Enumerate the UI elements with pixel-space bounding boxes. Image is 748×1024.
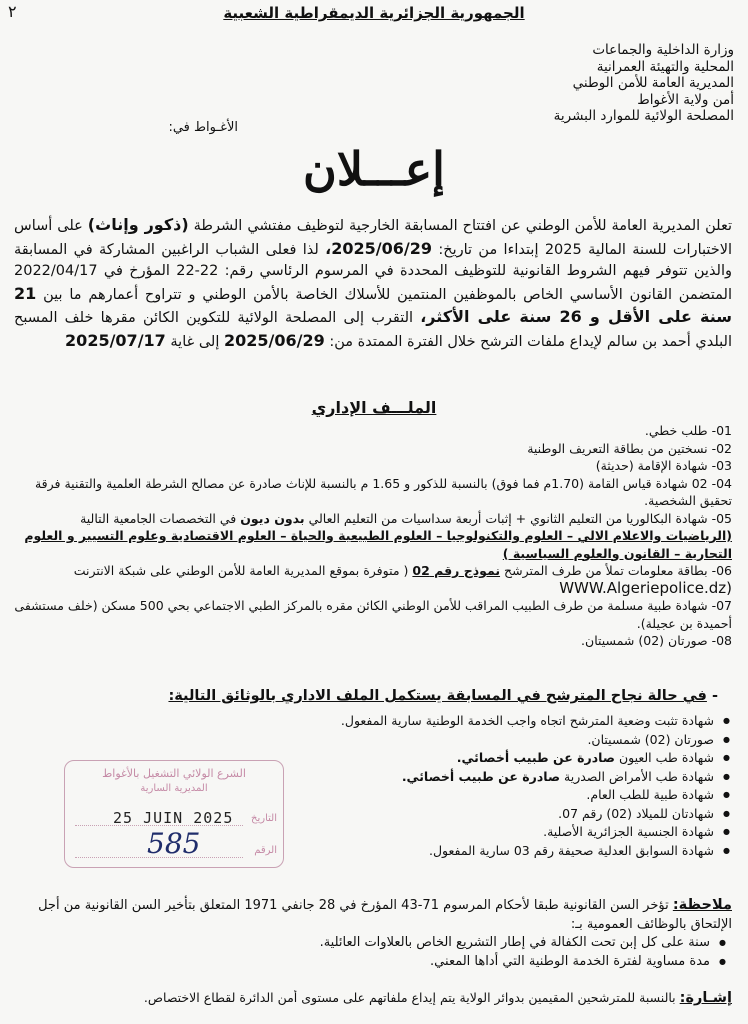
- list-item: ● شهادة طب العيون صادرة عن طبيب أخصائي.: [320, 749, 730, 768]
- issuing-authority: [494, 42, 734, 125]
- intro-paragraph: تعلن المديرية العامة للأمن الوطني عن افتتاح المسابقة الخارجية لتوظيف مفتشي الشرطة (ذكور وإناث) على أساس الاختبارات للسنة المالية 2025 إبتداءا من تاريخ: 2025/06/29، لذا فعلى الشباب الراغبين المشاركة في المسابقة والذين تتوفر فيهم الشروط القانونية للتوظيف المحددة في المرسوم الرئاسي رقم: 22-22 المؤرخ في 2022/04/17 المتضمن القانون الأساسي الخاص بالموظفين المنتمين للأسلاك الخاصة بالأمن الوطني و تتراوح أعمارهم ما بين 21 سنة على الأقل و 26 سنة على الأكثر، التقرب إلى المصلحة الولائية للتكوين الكائن مقرها خلف المسبح البلدي أحمد بن سالم لإيداع ملفات الترشح خلال الفترة الممتدة من: 2025/06/29 إلى غاية 2025/07/17: [14, 215, 733, 350]
- sign-label: إشـارة:: [679, 990, 732, 1006]
- required-documents-list: [14, 422, 732, 650]
- page-number: ٢: [8, 2, 17, 21]
- list-item: ● شهادتان للميلاد (02) رقم 07.: [320, 805, 730, 824]
- list-item: 04- 02 شهادة قياس القامة (1.70م فما فوق) بالنسبة للذكور و 1.65 م بالنسبة للإناث صادرة عن مصالح الشرطة العلمية والتقنية فرقة تحقيق الشخصية.: [34, 475, 732, 508]
- period-to: 2025/07/17: [65, 330, 166, 350]
- authority-line: المديرية العامة للأمن الوطني: [572, 75, 734, 91]
- note-label: ملاحظة:: [672, 897, 732, 913]
- specialties: (الرياضيات والاعلام الالي – العلوم والتكنولوجيا – العلوم الطبيعية والحياة – العلوم الاقتصادية وعلوم التسيير و العلوم التجارية – القانون والعلوم السياسية ): [24, 528, 732, 561]
- no-debt-note: بدون ديون: [240, 510, 305, 526]
- age-range: 21 سنة على الأقل و 26 سنة على الأكثر،: [14, 283, 733, 326]
- authority-line: وزارة الداخلية والجماعات: [592, 42, 734, 58]
- list-item: ● سنة على كل إبن تحت الكفالة في إطار التشريع الخاص بالعلاوات العائلية.: [14, 934, 726, 953]
- list-item: ● شهادة الجنسية الجزائرية الأصلية.: [320, 823, 730, 842]
- list-item: ● مدة مساوية لفترة الخدمة الوطنية التي أداها المعني.: [14, 953, 726, 972]
- list-item: 01- طلب خطي.: [644, 423, 732, 438]
- stamp-date-label: التاريخ: [251, 813, 277, 824]
- list-item: 07- شهادة طبية مسلمة من طرف الطبيب المراقب للأمن الوطني الكائن مقره بالمركز الطبي الاجتماعي بحي 500 مسكن (خلف مستشفى أحميدة بن عجيلة).: [14, 598, 732, 631]
- authority-line: المحلية والتهيئة العمرانية: [596, 58, 734, 75]
- stamp-date: 25 JUIN 2025: [113, 809, 234, 827]
- list-item: ● شهادة السوابق العدلية صحيفة رقم 03 سارية المفعول.: [320, 842, 730, 861]
- list-item: 05- شهادة البكالوريا من التعليم الثانوي + إثبات أربعة سداسيات من التعليم العالي بدون ديون في التخصصات الجامعية التالية (الرياضيات والاعلام الالي – العلوم والتكنولوجيا – العلوم الطبيعية والحياة – العلوم الاقتصادية وعلوم التسيير و العلوم التجارية – القانون والعلوم السياسية ): [24, 510, 732, 561]
- stamp-number-label: الرقم: [254, 845, 277, 856]
- period-from: 2025/06/29: [223, 330, 325, 350]
- document-title: إعـــلان: [303, 142, 445, 196]
- note-text: تؤخر السن القانونية طبقا لأحكام المرسوم 71-43 المؤرخ في 28 جانفي 1971 المتعلق بتأخير السن القانونية من أجل الإلتحاق بالوظائف العمومية بـ:: [38, 898, 732, 932]
- list-item: ● شهادة طب الأمراض الصدرية صادرة عن طبيب أخصائي.: [320, 768, 730, 787]
- start-date: 2025/06/29،: [325, 238, 432, 258]
- list-item: 03- شهادة الإقامة (حديثة): [595, 458, 732, 473]
- authority-line: أمن ولاية الأغواط: [637, 91, 734, 108]
- note-section: [14, 896, 732, 971]
- file-section-title: الملـــف الإداري: [311, 398, 437, 417]
- authority-line: المصلحة الولائية للموارد البشرية: [553, 108, 734, 124]
- list-item: 06- بطاقة معلومات تملأ من طرف المترشح نموذج رقم 02 ( متوفرة بموقع المديرية العامة للأمن الوطني على شبكة الانترنت WWW.Algeriepolice.dz): [73, 563, 732, 597]
- stamp-number: 585: [147, 827, 201, 860]
- website-link[interactable]: WWW.Algeriepolice.dz): [559, 578, 732, 597]
- sign-text: بالنسبة للمترشحين المقيمين بدوائر الولاية يتم إيداع ملفاتهم على مستوى أمن الدائرة لقطاع الاختصاص.: [143, 990, 676, 1005]
- republic-heading: الجمهورية الجزائرية الديمقراطية الشعبية: [223, 4, 525, 22]
- stamp-sub: المديرية السارية: [140, 783, 208, 794]
- gender-note: (ذكور وإناث): [87, 215, 189, 234]
- list-item: ● صورتان (02) شمسيتان.: [320, 731, 730, 750]
- success-section-title: - في حالة نجاح المترشح في المسابقة يستكمل الملف الاداري بالوثائق التالية:: [168, 688, 718, 704]
- form-model: نموذج رقم 02: [412, 563, 501, 578]
- reception-stamp: [64, 760, 284, 868]
- list-item: 02- نسختين من بطاقة التعريف الوطنية: [527, 440, 732, 456]
- success-documents-list: [320, 712, 730, 860]
- place-date: الأغـواط في:: [168, 120, 238, 135]
- list-item: ● شهادة تثبت وضعية المترشح اتجاه واجب الخدمة الوطنية سارية المفعول.: [320, 712, 730, 731]
- list-item: ● شهادة طبية للطب العام.: [320, 786, 730, 805]
- sign-section: [14, 990, 732, 1006]
- stamp-org: الشرع الولائي التشغيل بالأغواط: [102, 767, 246, 780]
- list-item: 08- صورتان (02) شمسيتان.: [581, 633, 732, 648]
